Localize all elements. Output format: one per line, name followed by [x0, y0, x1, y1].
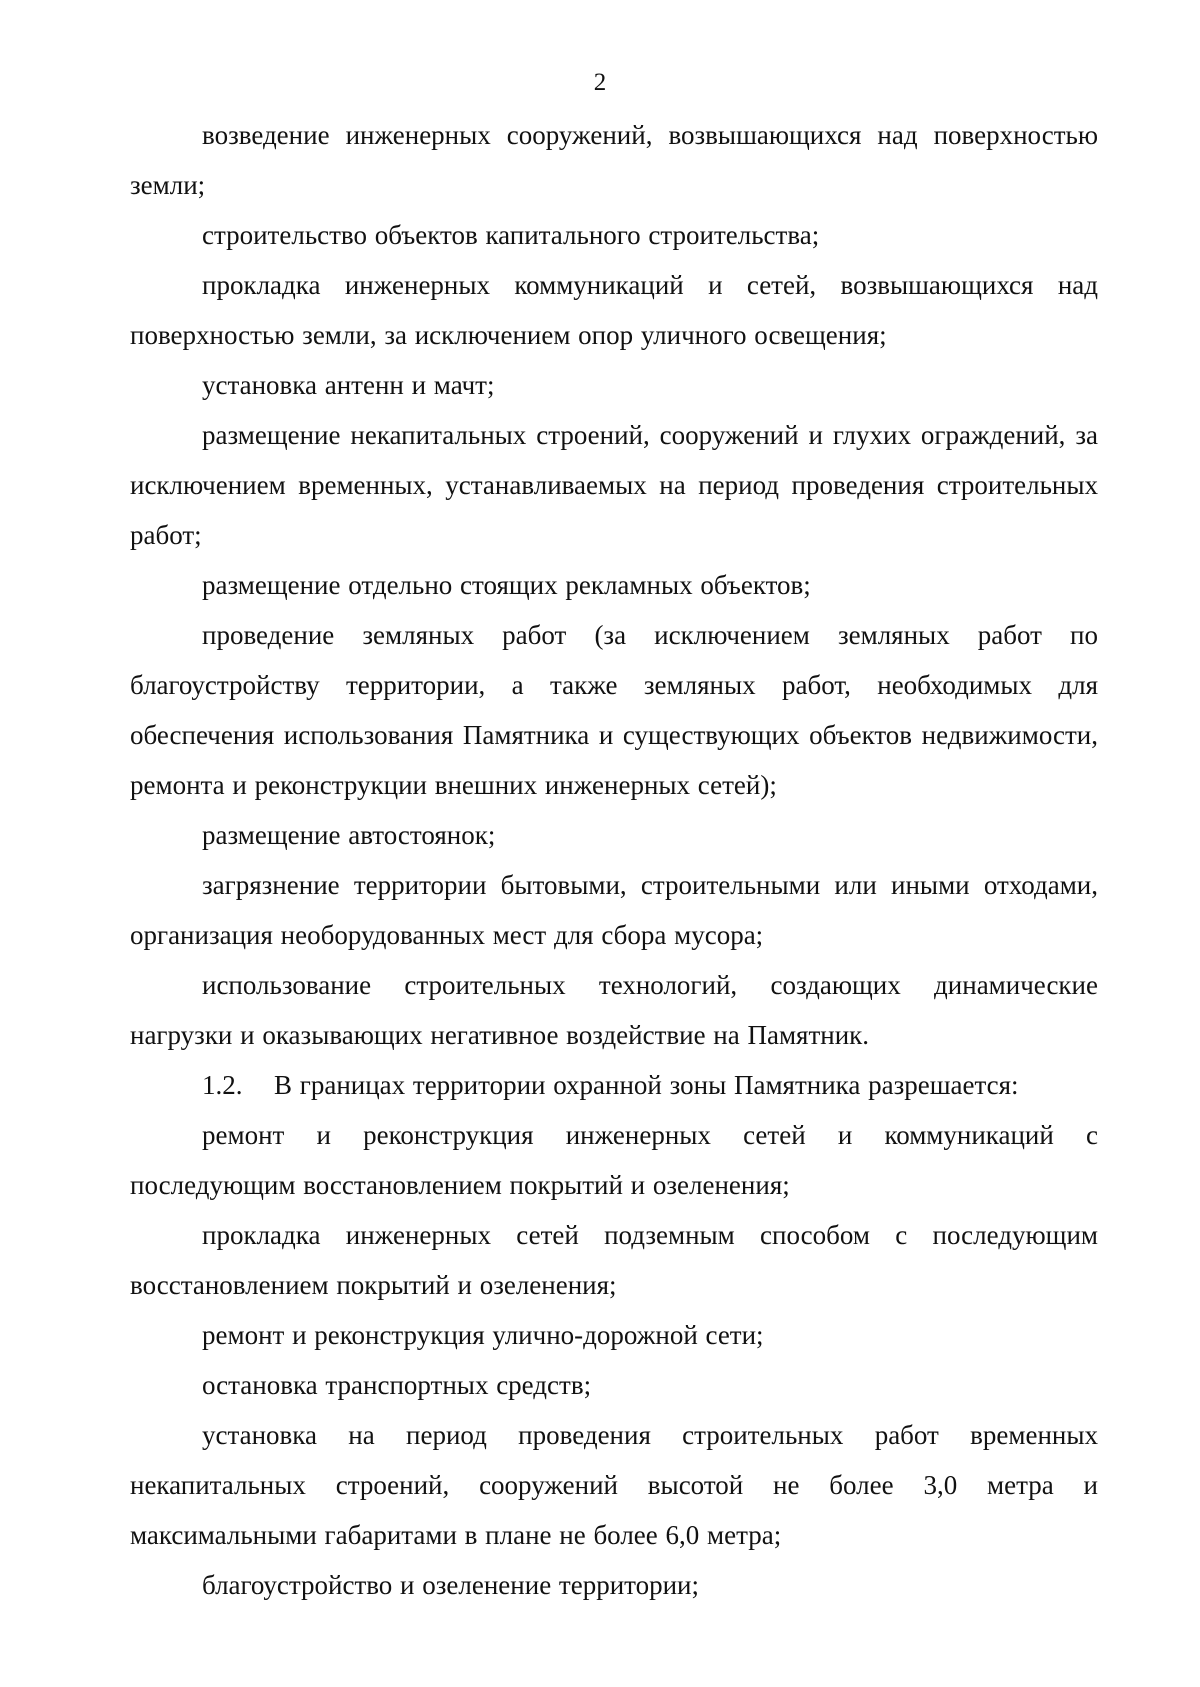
paragraph: прокладка инженерных сетей подземным способом с последующим восстановлением покрытий и озеленения;	[130, 1220, 1098, 1300]
section-number: 1.2.	[202, 1070, 243, 1100]
paragraph: проведение земляных работ (за исключением земляных работ по благоустройству территории, а также земляных работ, необходимых для обеспечения использования Памятника и существующих объектов недвижимости, ремонта и реконструкции внешних инженерных сетей);	[130, 620, 1098, 800]
paragraph: благоустройство и озеленение территории;	[202, 1570, 700, 1600]
paragraph: размещение отдельно стоящих рекламных объектов;	[202, 570, 811, 600]
paragraph: остановка транспортных средств;	[202, 1370, 592, 1400]
paragraph: использование строительных технологий, создающих динамические нагрузки и оказывающих негативное воздействие на Памятник.	[130, 970, 1098, 1050]
paragraph: ремонт и реконструкция инженерных сетей и коммуникаций с последующим восстановлением покрытий и озеленения;	[130, 1120, 1098, 1200]
page-number: 2	[593, 69, 607, 96]
paragraph: прокладка инженерных коммуникаций и сетей, возвышающихся над поверхностью земли, за исключением опор уличного освещения;	[130, 270, 1098, 350]
paragraph: загрязнение территории бытовыми, строительными или иными отходами, организация необорудованных мест для сбора мусора;	[130, 870, 1098, 950]
paragraph: размещение автостоянок;	[202, 820, 496, 850]
paragraph: установка на период проведения строительных работ временных некапитальных строений, сооружений высотой не более 3,0 метра и максимальными габаритами в плане не более 6,0 метра;	[130, 1420, 1098, 1550]
paragraph: размещение некапитальных строений, сооружений и глухих ограждений, за исключением временных, устанавливаемых на период проведения строительных работ;	[130, 420, 1098, 550]
paragraph: установка антенн и мачт;	[202, 370, 495, 400]
section-heading-text: В границах территории охранной зоны Памятника разрешается:	[274, 1070, 1019, 1100]
paragraph: ремонт и реконструкция улично-дорожной сети;	[202, 1320, 764, 1350]
paragraph: строительство объектов капитального строительства;	[202, 220, 820, 250]
document-body	[130, 110, 1098, 1610]
paragraph: возведение инженерных сооружений, возвышающихся над поверхностью земли;	[130, 120, 1098, 200]
section-heading	[130, 1060, 1098, 1110]
